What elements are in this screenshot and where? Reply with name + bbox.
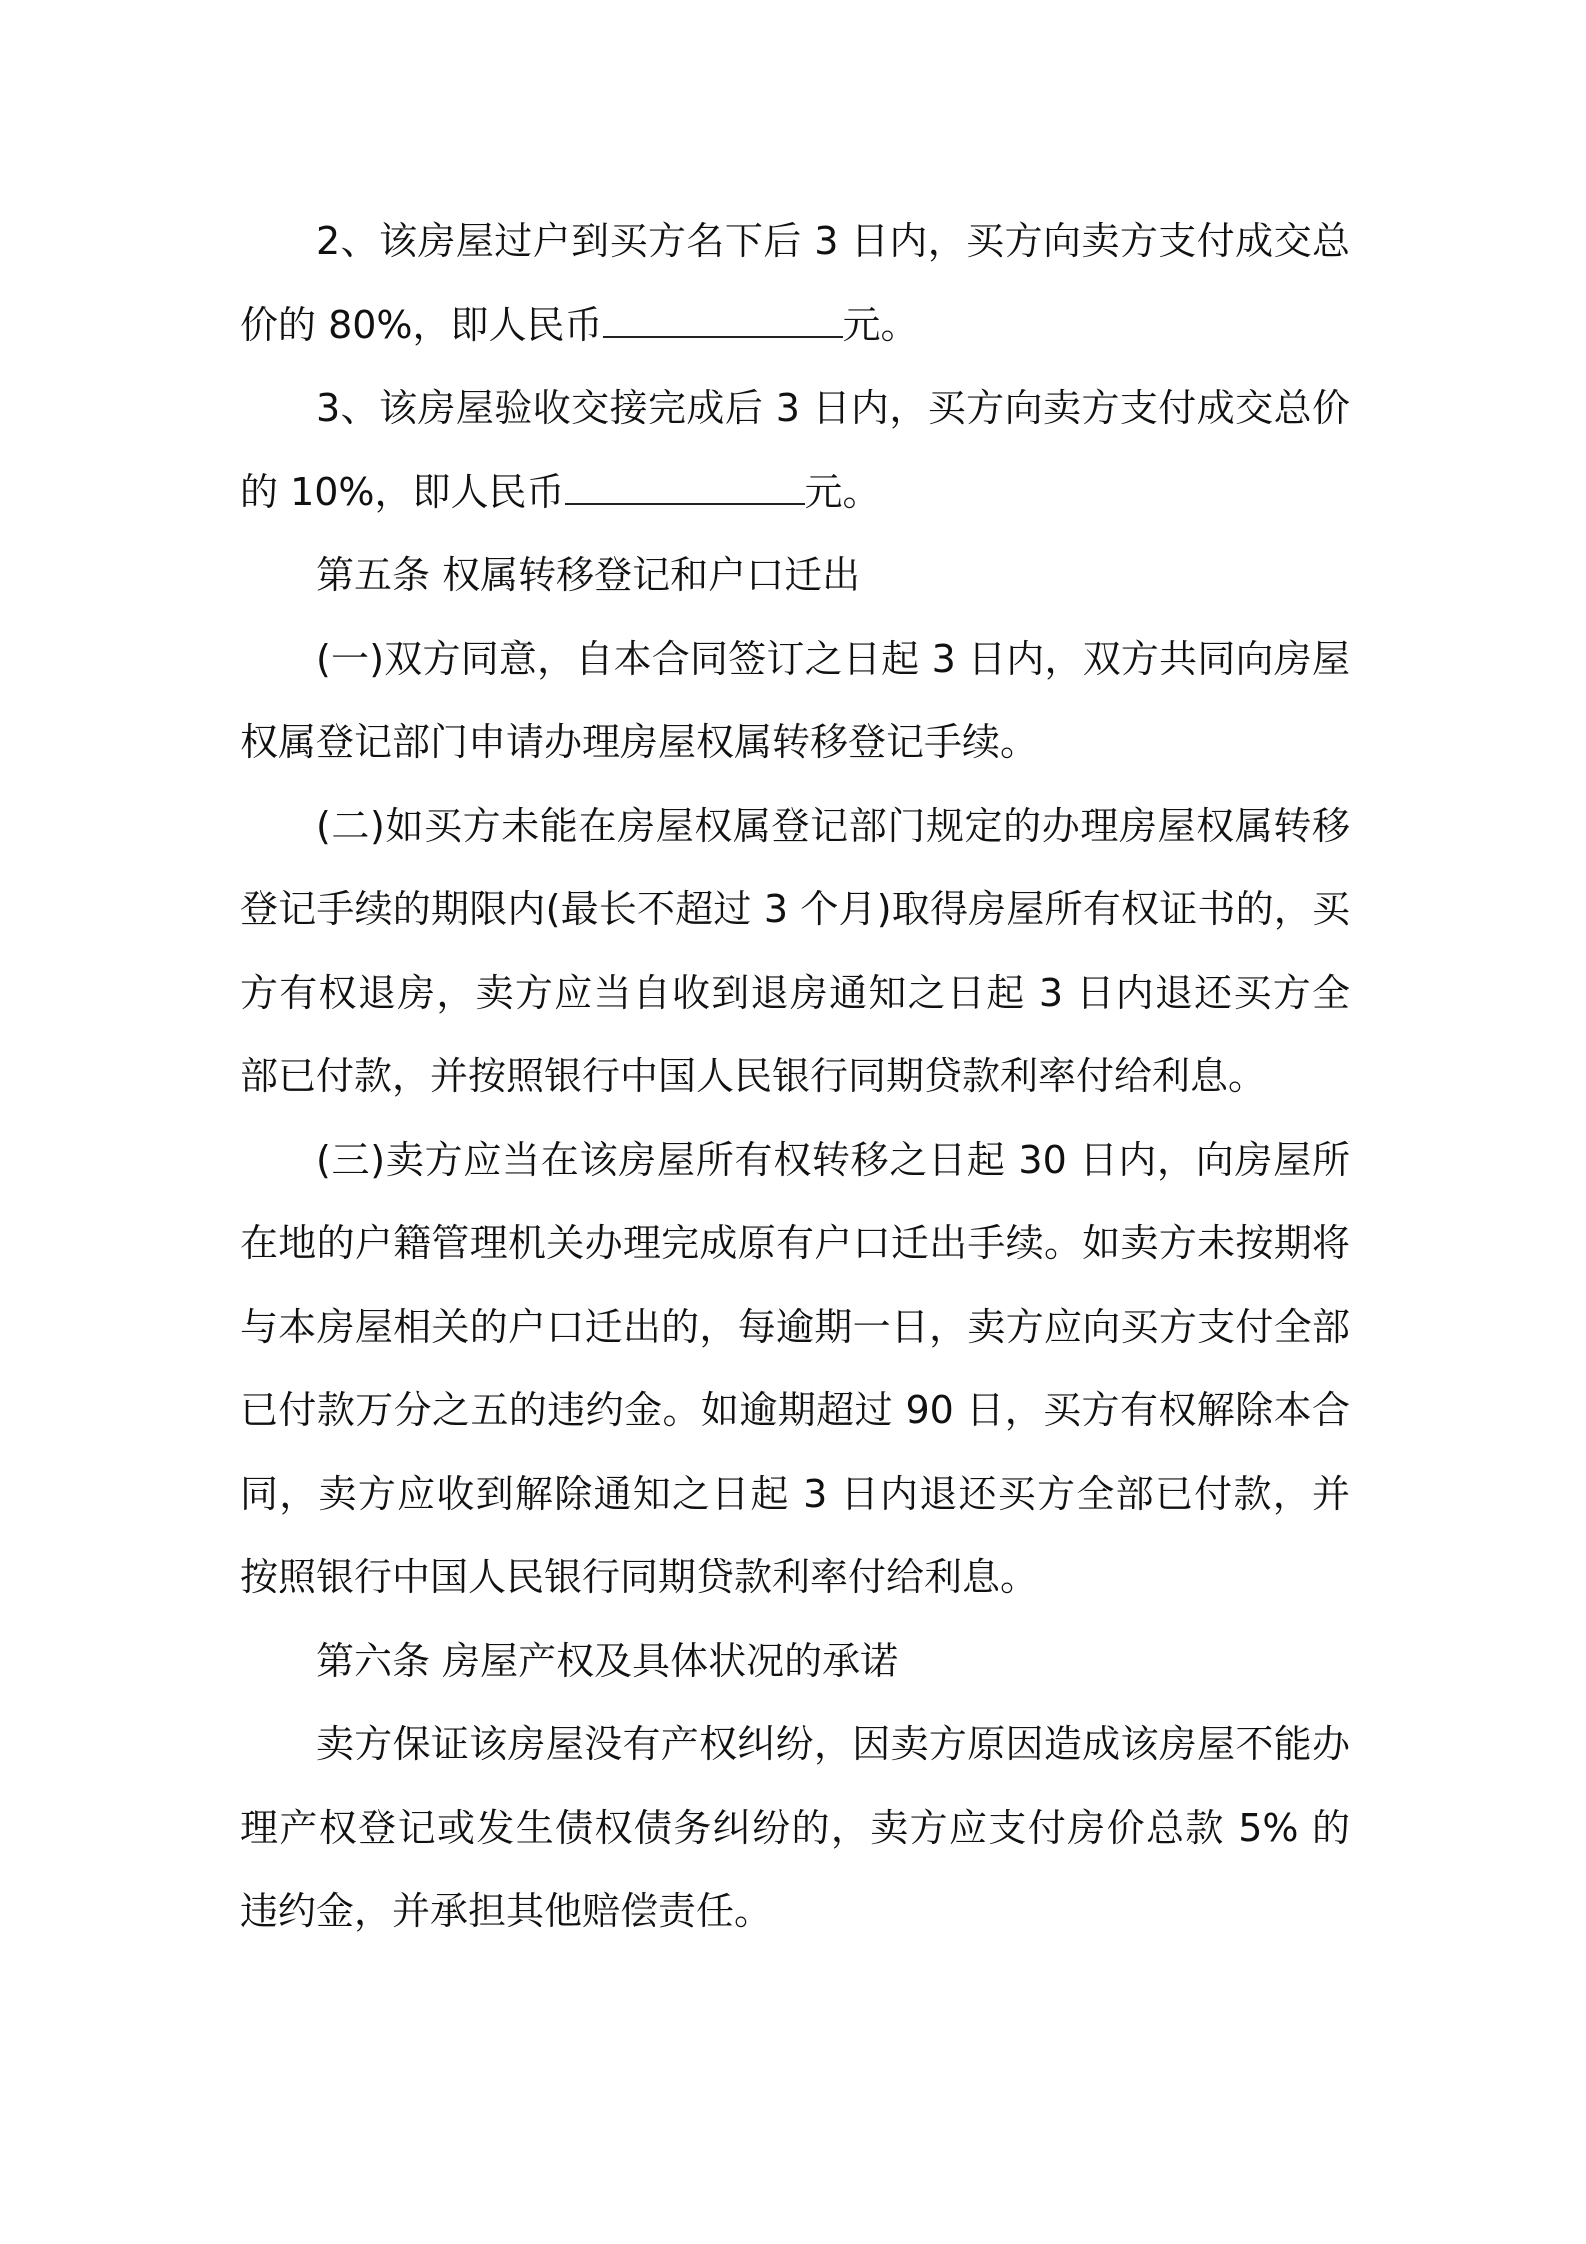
article-five-clause-3: (三)卖方应当在该房屋所有权转移之日起 30 日内，向房屋所在地的户籍管理机关办理完成原有户口迁出手续。如卖方未按期将与本房屋相关的户口迁出的，每逾期一日，卖方应向买方支付全部已付款万分之五的违约金。如逾期超过 90 日，买方有权解除本合同，卖方应收到解除通知之日起 3 日内退还买方全部已付款，并按照银行中国人民银行同期贷款利率付给利息。 [240, 1137, 1350, 1599]
amount-blank [565, 473, 805, 505]
article-six-heading: 第六条 房屋产权及具体状况的承诺 [316, 1638, 899, 1683]
payment-item-2-suffix: 元。 [842, 302, 919, 347]
amount-blank [603, 306, 843, 338]
payment-item-2 [240, 200, 1350, 367]
payment-item-3-suffix: 元。 [804, 469, 881, 514]
article-five-clause-1: (一)双方同意，自本合同签订之日起 3 日内，双方共同向房屋权属登记部门申请办理房屋权属转移登记手续。 [240, 636, 1350, 764]
payment-item-2-text: 2、该房屋过户到买方名下后 3 日内，买方向卖方支付成交总价的 80%，即人民币 [240, 219, 1350, 347]
article-six-body: 卖方保证该房屋没有产权纠纷，因卖方原因造成该房屋不能办理产权登记或发生债权债务纠纷的，卖方应支付房价总款 5% 的违约金，并承担其他赔偿责任。 [240, 1722, 1350, 1933]
payment-item-3 [240, 367, 1350, 534]
contract-page [240, 200, 1350, 1954]
article-five-heading: 第五条 权属转移登记和户口迁出 [316, 553, 861, 597]
article-five-clause-2: (二)如买方未能在房屋权属登记部门规定的办理房屋权属转移登记手续的期限内(最长不超过 3 个月)取得房屋所有权证书的，买方有权退房，卖方应当自收到退房通知之日起 3 日内退还买方全部已付款，并按照银行中国人民银行同期贷款利率付给利息。 [240, 803, 1350, 1098]
payment-item-3-text: 3、该房屋验收交接完成后 3 日内，买方向卖方支付成交总价的 10%，即人民币 [240, 386, 1350, 514]
